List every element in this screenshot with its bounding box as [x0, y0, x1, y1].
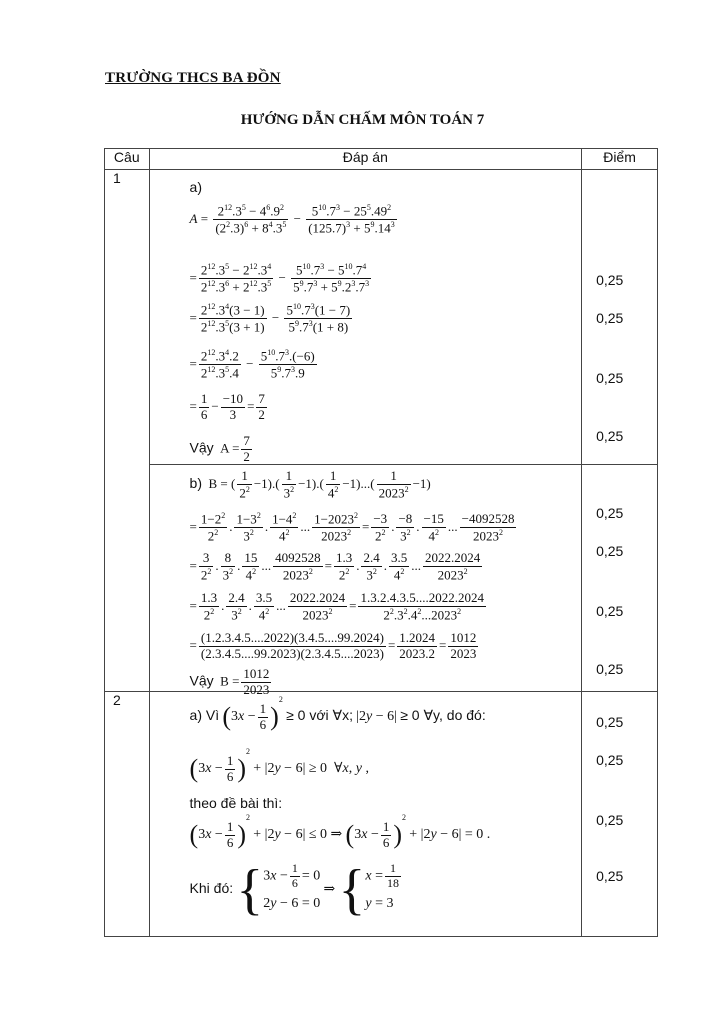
conclusion-label: Vậy: [189, 672, 214, 689]
score: 0,25: [596, 752, 624, 768]
part-a-label: a): [189, 179, 202, 195]
math-line: a) Vì (3x − $\frac{1}{6}$ )$^2$ ≥ 0 với ∀x; |2y − 6| ≥ 0 ∀y, do đó:: [189, 695, 486, 732]
question-number: 2: [105, 692, 150, 937]
q2-line5-prefix: Khi đó:: [189, 879, 234, 896]
math-line: Khi đó: { 3x − $\frac{1}{6}$ = 0 2y − 6 = 0 ⇒ { x = $\frac{1}{18}$ y = 3: [189, 859, 400, 921]
q2-line3: theo đề bài thì:: [189, 795, 283, 811]
q1b-row: [105, 465, 658, 692]
math-line: (3x − $\frac{1}{6}$ )$^2$ + |2y − 6| ≤ 0 ⇒ (3x − $\frac{1}{6}$ )$^2$ + |2y − 6| = 0 .: [189, 813, 491, 850]
q2-row: [105, 692, 658, 937]
math-line: = $\frac{1-2^2}{2^2}$ . $\frac{1-3^2}{3^2}$ . $\frac{1-4^2}{4^2}$ ... $\frac{1-2023^2}{2023^2}$ = $\frac{-3}{2^2}$ . $\frac{-8}{3^2}$ . $\frac{-15}{4^2}$ ... $\frac{-4092528}{2023^2}$: [189, 510, 515, 544]
q2-line1-mid: ≥ 0 với ∀x;: [286, 707, 353, 723]
math-line: = $\frac{2^{12}.3^4(3 - 1)}{2^{12}.3^5(3 + 1)}$ − $\frac{5^{10}.7^3(1 - 7)}{5^9.7^3(1 + 8)}$: [189, 302, 351, 335]
part-b-label: b): [189, 475, 202, 492]
col-answer-header: Đáp án: [149, 149, 582, 170]
math-line: Vậy A = $\frac{7}{2}$: [189, 433, 250, 464]
math-line: = $\frac{1}{6}$ − $\frac{-10}{3}$ = $\frac{7}{2}$: [189, 391, 265, 422]
school-name: TRƯỜNG THCS BA ĐỒN: [105, 70, 281, 86]
score: 0,25: [596, 370, 624, 386]
score: 0,25: [596, 543, 624, 559]
q2-line1-prefix: a) Vì: [189, 707, 220, 723]
score: 0,25: [596, 310, 624, 326]
col-question-header: Câu: [105, 149, 150, 170]
question-number: 1: [105, 170, 150, 692]
math-line: = $\frac{2^{12}.3^5 - 2^{12}.3^4}{2^{12}.3^6 + 2^{12}.3^5}$ − $\frac{5^{10}.7^3 - 5^{10}.7^4}{5^9.7^3 + 5^9.2^3.7^3}$: [189, 262, 370, 295]
math-line: b) B = ( $\frac{1}{2^2}$ −1).( $\frac{1}{3^2}$ −1).( $\frac{1}{4^2}$ −1)...( $\frac{1}{2023^2}$ −1): [189, 468, 431, 501]
score: 0,25: [596, 428, 624, 444]
math-line: Vậy B = $\frac{1012}{2023}$: [189, 666, 270, 697]
q1b-scores: [582, 465, 658, 692]
answer-table: [104, 148, 658, 937]
document-title: HƯỚNG DẪN CHẤM MÔN TOÁN 7: [240, 112, 485, 128]
score: 0,25: [596, 603, 624, 619]
q2-line1-suffix: ≥ 0 ∀y, do đó:: [400, 707, 486, 723]
q1b-answer: [149, 465, 582, 697]
math-line: = $\frac{(1.2.3.4.5....2022)(3.4.5....99.2024)}{(2.3.4.5....99.2023)(2.3.4.5....2023)}$ = $\frac{1.2024}{2023.2}$ = $\frac{1012}{2023}$: [189, 630, 477, 661]
score: 0,25: [596, 868, 624, 884]
score: 0,25: [596, 812, 624, 828]
conclusion-label: Vậy: [189, 439, 214, 456]
math-line: = $\frac{1.3}{2^2}$ . $\frac{2.4}{3^2}$ . $\frac{3.5}{4^2}$ ... $\frac{2022.2024}{2023^2}$ = $\frac{1.3.2.4.3.5....2022.2024}{2^2.3^2.4^2...2023^2}$: [189, 590, 484, 623]
q2-scores: [582, 692, 658, 937]
math-line: = $\frac{2^{12}.3^4.2}{2^{12}.3^5.4}$ − $\frac{5^{10}.7^3.(-6)}{5^9.7^3.9}$: [189, 348, 315, 381]
q1a-scores: [582, 170, 658, 465]
q2-answer: [149, 692, 582, 937]
score: 0,25: [596, 272, 624, 288]
math-line: (3x − $\frac{1}{6}$ )$^2$ + |2y − 6| ≥ 0 ∀x, y ,: [189, 747, 369, 784]
q1a-row: [105, 170, 658, 465]
score: 0,25: [596, 505, 624, 521]
score: 0,25: [596, 714, 624, 730]
table-header-row: [105, 149, 658, 170]
col-score-header: Điểm: [582, 149, 658, 170]
q1a-answer: [149, 170, 582, 465]
math-line: A = $\frac{2^{12}.3^5 - 4^6.9^2}{(2^2.3)^6 + 8^4.3^5}$ − $\frac{5^{10}.7^3 - 25^5.49^2}{(125.7)^3 + 5^9.14^3}$: [189, 203, 395, 236]
math-line: = $\frac{3}{2^2}$ . $\frac{8}{3^2}$ . $\frac{15}{4^2}$ ... $\frac{4092528}{2023^2}$ = $\frac{1.3}{2^2}$ . $\frac{2.4}{3^2}$ . $\frac{3.5}{4^2}$ ... $\frac{2022.2024}{2023^2}$: [189, 550, 481, 583]
score: 0,25: [596, 661, 624, 677]
